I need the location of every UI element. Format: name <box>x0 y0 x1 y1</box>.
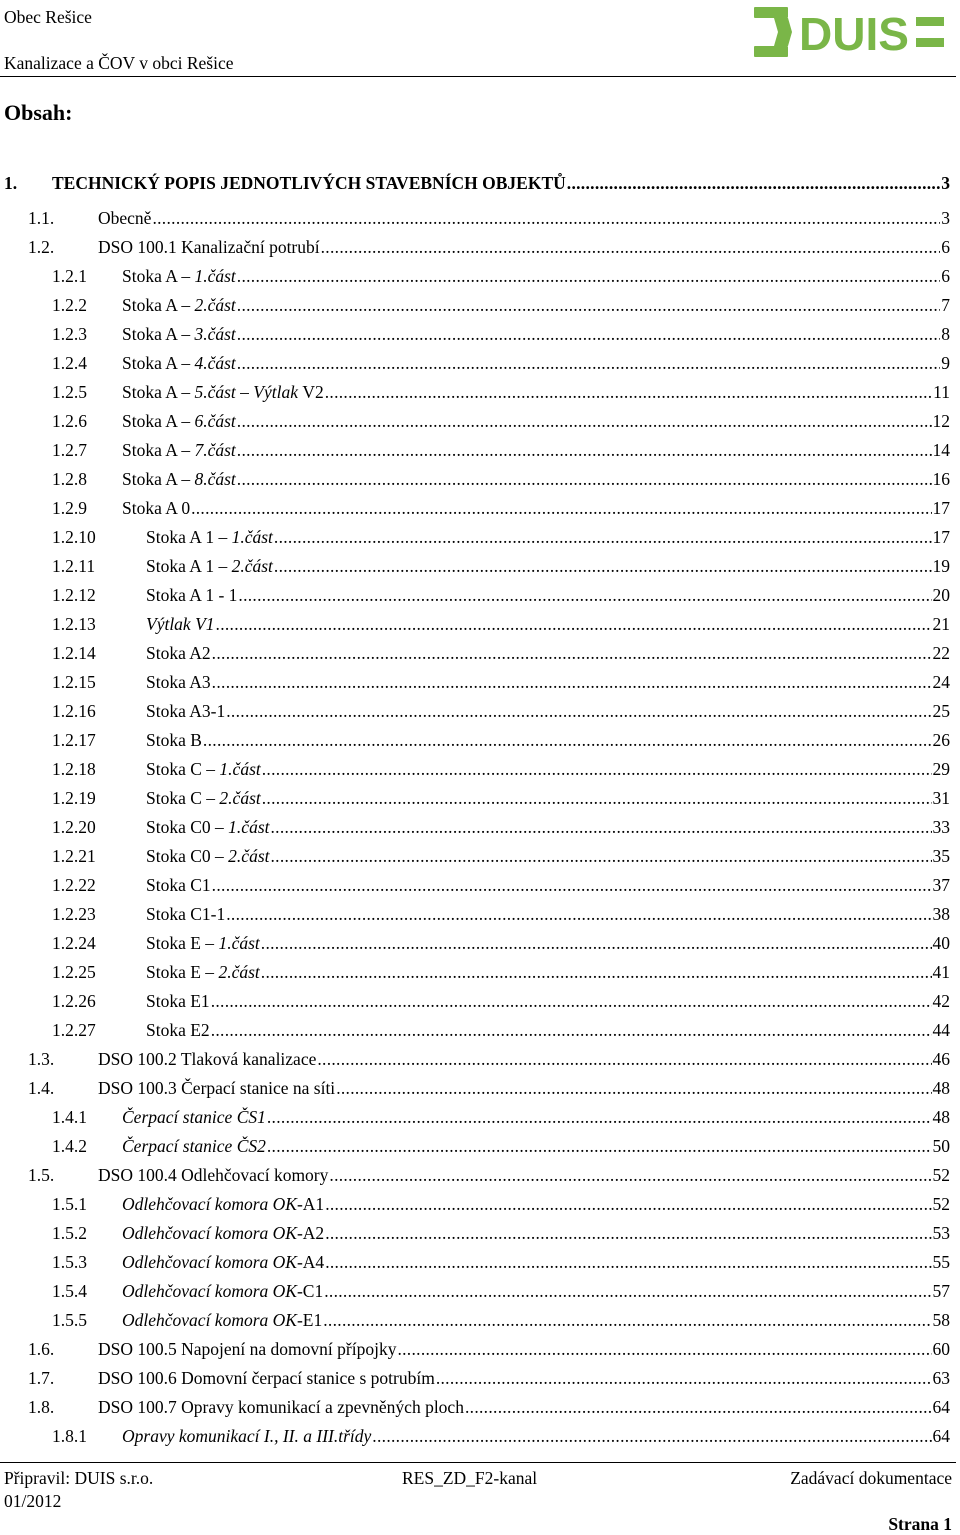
toc-entry[interactable] <box>0 169 960 198</box>
toc-entry-number: 1.6. <box>28 1339 55 1359</box>
toc-entry-page: 20 <box>932 585 950 605</box>
toc-entry[interactable] <box>0 900 960 929</box>
toc-entry-title: Odlehčovací komora OK-A2 <box>122 1223 325 1243</box>
toc-leader-dots <box>321 233 941 262</box>
toc-entry[interactable] <box>0 494 960 523</box>
toc-entry-title: Opravy komunikací I., II. a III.třídy <box>122 1426 372 1446</box>
toc-entry[interactable] <box>0 929 960 958</box>
toc-entry-title: Stoka E1 <box>146 991 210 1011</box>
toc-entry[interactable] <box>0 1161 960 1190</box>
toc-leader-dots <box>325 1248 931 1277</box>
toc-entry-number: 1.2.11 <box>52 556 96 576</box>
toc-entry[interactable] <box>0 1306 960 1335</box>
toc-entry-number: 1.2.26 <box>52 991 96 1011</box>
toc-entry-number: 1.2.12 <box>52 585 96 605</box>
toc-entry-number: 1.7. <box>28 1368 55 1388</box>
toc-entry-page: 50 <box>932 1136 950 1156</box>
toc-entry-number: 1.2.17 <box>52 730 96 750</box>
toc-entry-page: 11 <box>933 382 950 402</box>
toc-entry-number: 1.8.1 <box>52 1426 87 1446</box>
toc-entry-page: 14 <box>932 440 950 460</box>
toc-entry-page: 25 <box>932 701 950 721</box>
toc-entry-title: Čerpací stanice ČS1 <box>122 1107 266 1127</box>
toc-entry-number: 1.2.15 <box>52 672 96 692</box>
toc-entry-title: Stoka A – 5.část – Výtlak V2 <box>122 382 324 402</box>
toc-entry-page: 35 <box>932 846 950 866</box>
footer-divider <box>0 1462 956 1463</box>
toc-entry[interactable] <box>0 813 960 842</box>
toc-entry-number: 1.5.2 <box>52 1223 87 1243</box>
toc-entry-number: 1.2.6 <box>52 411 87 431</box>
toc-leader-dots <box>237 262 940 291</box>
toc-leader-dots <box>271 842 932 871</box>
toc-entry-title: Stoka A – 2.část <box>122 295 236 315</box>
toc-leader-dots <box>323 1306 931 1335</box>
toc-entry[interactable] <box>0 1074 960 1103</box>
toc-entry-number: 1.2.18 <box>52 759 96 779</box>
toc-entry-title: Stoka B <box>146 730 202 750</box>
toc-leader-dots <box>262 755 932 784</box>
toc-leader-dots <box>237 436 932 465</box>
logo-mark-icon <box>754 7 792 57</box>
toc-leader-dots <box>211 1016 932 1045</box>
toc-entry-number: 1.2.24 <box>52 933 96 953</box>
toc-entry-title: Stoka A – 8.část <box>122 469 236 489</box>
toc-entry[interactable] <box>0 958 960 987</box>
toc-entry-page: 64 <box>932 1426 950 1446</box>
toc-entry-number: 1.2.13 <box>52 614 96 634</box>
footer-page-number: Strana 1 <box>888 1514 952 1534</box>
toc-entry-number: 1.2.9 <box>52 498 87 518</box>
footer-doc-type: Zadávací dokumentace <box>790 1468 952 1488</box>
toc-entry-page: 26 <box>932 730 950 750</box>
toc-entry[interactable] <box>0 204 960 233</box>
toc-entry[interactable] <box>0 523 960 552</box>
toc-entry-title: DSO 100.6 Domovní čerpací stanice s potrubím <box>98 1368 435 1388</box>
toc-leader-dots <box>267 1103 932 1132</box>
toc-entry-title: DSO 100.7 Opravy komunikací a zpevněných ploch <box>98 1397 464 1417</box>
header-org: Obec Rešice <box>4 7 92 27</box>
toc-leader-dots <box>436 1364 932 1393</box>
toc-leader-dots <box>191 494 931 523</box>
toc-entry-page: 19 <box>932 556 950 576</box>
toc-entry-page: 40 <box>932 933 950 953</box>
toc-entry-page: 46 <box>932 1049 950 1069</box>
toc-entry-number: 1.2.16 <box>52 701 96 721</box>
toc-entry-title: Stoka C0 – 2.část <box>146 846 270 866</box>
toc-leader-dots <box>237 465 932 494</box>
toc-entry-title: Stoka A3-1 <box>146 701 226 721</box>
toc-leader-dots <box>397 1335 931 1364</box>
toc-leader-dots <box>324 1277 931 1306</box>
toc-entry[interactable] <box>0 233 960 262</box>
toc-entry-number: 1.2.21 <box>52 846 96 866</box>
toc-entry-title: Stoka C – 1.část <box>146 759 261 779</box>
toc-entry-title: Stoka C1 <box>146 875 211 895</box>
toc-entry-page: 48 <box>932 1107 950 1127</box>
toc-entry-page: 3 <box>941 173 950 193</box>
toc-entry-number: 1.4.1 <box>52 1107 87 1127</box>
toc-entry[interactable] <box>0 1393 960 1422</box>
toc-entry-title: Stoka A2 <box>146 643 211 663</box>
toc-entry-page: 48 <box>932 1078 950 1098</box>
table-of-contents <box>0 169 960 1451</box>
toc-entry-page: 31 <box>932 788 950 808</box>
toc-entry-title: Odlehčovací komora OK-A1 <box>122 1194 325 1214</box>
toc-entry-title: Odlehčovací komora OK-A4 <box>122 1252 325 1272</box>
toc-entry-page: 60 <box>932 1339 950 1359</box>
toc-entry-page: 12 <box>932 411 950 431</box>
toc-entry[interactable] <box>0 726 960 755</box>
footer-doc-code: RES_ZD_F2-kanal <box>402 1468 538 1488</box>
toc-entry-page: 53 <box>932 1223 950 1243</box>
logo-text: DUIS <box>799 8 909 60</box>
toc-entry[interactable] <box>0 1132 960 1161</box>
toc-entry[interactable] <box>0 1190 960 1219</box>
toc-leader-dots <box>465 1393 932 1422</box>
toc-entry-title: Stoka A – 4.část <box>122 353 236 373</box>
toc-leader-dots <box>212 639 932 668</box>
toc-leader-dots <box>152 204 940 233</box>
toc-entry-title: Stoka A 1 - 1 <box>146 585 238 605</box>
toc-entry[interactable] <box>0 262 960 291</box>
toc-entry-title: Stoka C – 2.část <box>146 788 261 808</box>
toc-entry-page: 3 <box>941 208 950 228</box>
toc-entry-number: 1.5.3 <box>52 1252 87 1272</box>
toc-leader-dots <box>262 784 932 813</box>
toc-entry-number: 1.2.1 <box>52 266 87 286</box>
toc-leader-dots <box>237 349 940 378</box>
toc-entry-page: 6 <box>941 237 950 257</box>
toc-entry-number: 1.5.4 <box>52 1281 87 1301</box>
footer-date: 01/2012 <box>4 1491 62 1511</box>
toc-leader-dots <box>237 407 932 436</box>
toc-entry[interactable] <box>0 1248 960 1277</box>
toc-leader-dots <box>212 668 932 697</box>
toc-leader-dots <box>317 1045 931 1074</box>
toc-entry[interactable] <box>0 871 960 900</box>
toc-leader-dots <box>372 1422 931 1451</box>
toc-entry-number: 1.5.1 <box>52 1194 87 1214</box>
header-project: Kanalizace a ČOV v obci Rešice <box>4 53 234 73</box>
toc-entry[interactable] <box>0 610 960 639</box>
toc-entry-number: 1.2.19 <box>52 788 96 808</box>
toc-entry-title: Stoka A – 3.část <box>122 324 236 344</box>
toc-entry-title: DSO 100.2 Tlaková kanalizace <box>98 1049 317 1069</box>
toc-entry[interactable] <box>0 349 960 378</box>
toc-entry-title: Stoka C0 – 1.část <box>146 817 270 837</box>
toc-entry[interactable] <box>0 668 960 697</box>
toc-entry-title: DSO 100.3 Čerpací stanice na síti <box>98 1078 336 1098</box>
toc-entry[interactable] <box>0 1219 960 1248</box>
toc-entry-page: 38 <box>932 904 950 924</box>
toc-entry-title: Čerpací stanice ČS2 <box>122 1136 266 1156</box>
toc-entry-title: Odlehčovací komora OK-C1 <box>122 1281 324 1301</box>
toc-heading: Obsah: <box>4 100 73 125</box>
toc-entry-title: DSO 100.5 Napojení na domovní přípojky <box>98 1339 397 1359</box>
toc-leader-dots <box>271 813 932 842</box>
toc-entry-title: Stoka A – 6.část <box>122 411 236 431</box>
toc-entry-number: 1.2.7 <box>52 440 87 460</box>
toc-leader-dots <box>336 1074 931 1103</box>
toc-entry-title: Stoka A3 <box>146 672 211 692</box>
toc-entry-number: 1.4. <box>28 1078 55 1098</box>
toc-leader-dots <box>211 987 932 1016</box>
toc-entry[interactable] <box>0 291 960 320</box>
toc-entry-number: 1.3. <box>28 1049 55 1069</box>
toc-entry-title: Výtlak V1 <box>146 614 215 634</box>
toc-leader-dots <box>325 378 932 407</box>
toc-entry-title: Stoka E2 <box>146 1020 210 1040</box>
toc-entry-number: 1.2.5 <box>52 382 87 402</box>
toc-leader-dots <box>325 1219 931 1248</box>
toc-entry-number: 1.2.14 <box>52 643 96 663</box>
toc-entry-page: 44 <box>932 1020 950 1040</box>
toc-entry-number: 1.2.20 <box>52 817 96 837</box>
toc-entry-title: Obecně <box>98 208 152 228</box>
toc-entry[interactable] <box>0 842 960 871</box>
toc-entry-page: 41 <box>932 962 950 982</box>
toc-entry-page: 33 <box>932 817 950 837</box>
toc-entry-number: 1.8. <box>28 1397 55 1417</box>
toc-entry[interactable] <box>0 697 960 726</box>
toc-entry-page: 9 <box>941 353 950 373</box>
toc-entry-title: Stoka A – 7.část <box>122 440 236 460</box>
toc-entry-number: 1.2.2 <box>52 295 87 315</box>
toc-leader-dots <box>261 958 932 987</box>
toc-entry[interactable] <box>0 639 960 668</box>
toc-entry-page: 57 <box>932 1281 950 1301</box>
toc-entry-number: 1.4.2 <box>52 1136 87 1156</box>
toc-entry-page: 42 <box>932 991 950 1011</box>
toc-entry[interactable] <box>0 1277 960 1306</box>
toc-entry[interactable] <box>0 436 960 465</box>
toc-entry[interactable] <box>0 407 960 436</box>
toc-leader-dots <box>237 291 940 320</box>
toc-entry-page: 7 <box>941 295 950 315</box>
toc-entry-page: 52 <box>932 1165 950 1185</box>
toc-entry-title: Stoka E – 1.část <box>146 933 260 953</box>
toc-entry-page: 29 <box>932 759 950 779</box>
toc-entry-title: Stoka C1-1 <box>146 904 226 924</box>
toc-entry-page: 64 <box>932 1397 950 1417</box>
toc-entry[interactable] <box>0 465 960 494</box>
toc-entry-page: 63 <box>932 1368 950 1388</box>
duis-logo <box>752 4 948 60</box>
toc-entry-page: 8 <box>941 324 950 344</box>
toc-leader-dots <box>267 1132 932 1161</box>
page-header <box>4 6 234 74</box>
toc-leader-dots <box>226 900 931 929</box>
toc-entry-page: 6 <box>941 266 950 286</box>
toc-leader-dots <box>325 1190 931 1219</box>
toc-leader-dots <box>274 552 932 581</box>
toc-entry-page: 37 <box>932 875 950 895</box>
toc-entry-title: Stoka A – 1.část <box>122 266 236 286</box>
toc-leader-dots <box>567 169 940 198</box>
toc-entry-number: 1.2.10 <box>52 527 96 547</box>
toc-entry-title: Stoka A 0 <box>122 498 191 518</box>
toc-entry-page: 17 <box>932 498 950 518</box>
toc-entry-title: Odlehčovací komora OK-E1 <box>122 1310 323 1330</box>
toc-entry-page: 17 <box>932 527 950 547</box>
toc-entry[interactable] <box>0 1422 960 1451</box>
toc-leader-dots <box>226 697 931 726</box>
toc-entry-number: 1.2.27 <box>52 1020 96 1040</box>
toc-entry-number: 1.2.8 <box>52 469 87 489</box>
toc-entry-number: 1.2.25 <box>52 962 96 982</box>
toc-entry-title: Stoka E – 2.část <box>146 962 260 982</box>
toc-leader-dots <box>212 871 932 900</box>
toc-entry-number: 1.1. <box>28 208 55 228</box>
toc-entry-page: 58 <box>932 1310 950 1330</box>
toc-entry-page: 55 <box>932 1252 950 1272</box>
logo-tail-icon <box>916 17 944 47</box>
toc-entry-page: 24 <box>932 672 950 692</box>
toc-entry[interactable] <box>0 378 960 407</box>
toc-entry[interactable] <box>0 1016 960 1045</box>
toc-leader-dots <box>238 581 931 610</box>
toc-leader-dots <box>329 1161 931 1190</box>
toc-leader-dots <box>203 726 932 755</box>
toc-entry[interactable] <box>0 1045 960 1074</box>
toc-entry-number: 1.2. <box>28 237 55 257</box>
toc-entry[interactable] <box>0 1335 960 1364</box>
toc-entry-number: 1.2.4 <box>52 353 87 373</box>
toc-leader-dots <box>237 320 940 349</box>
toc-leader-dots <box>274 523 932 552</box>
toc-entry-title: TECHNICKÝ POPIS JEDNOTLIVÝCH STAVEBNÍCH OBJEKTŮ <box>52 173 566 193</box>
toc-entry-title: Stoka A 1 – 1.část <box>146 527 273 547</box>
toc-entry[interactable] <box>0 755 960 784</box>
toc-entry-number: 1.5. <box>28 1165 55 1185</box>
toc-entry-number: 1. <box>4 173 18 193</box>
toc-entry-page: 22 <box>932 643 950 663</box>
toc-entry-number: 1.2.3 <box>52 324 87 344</box>
toc-entry-number: 1.5.5 <box>52 1310 87 1330</box>
footer-prepared-by: Připravil: DUIS s.r.o. <box>4 1468 154 1488</box>
toc-entry-page: 16 <box>932 469 950 489</box>
toc-entry[interactable] <box>0 552 960 581</box>
toc-leader-dots <box>216 610 932 639</box>
toc-entry-title: DSO 100.1 Kanalizační potrubí <box>98 237 320 257</box>
toc-entry[interactable] <box>0 784 960 813</box>
toc-entry[interactable] <box>0 1103 960 1132</box>
toc-entry-title: Stoka A 1 – 2.část <box>146 556 273 576</box>
toc-entry[interactable] <box>0 1364 960 1393</box>
toc-entry[interactable] <box>0 987 960 1016</box>
toc-entry[interactable] <box>0 320 960 349</box>
toc-entry[interactable] <box>0 581 960 610</box>
toc-entry-number: 1.2.22 <box>52 875 96 895</box>
toc-entry-title: DSO 100.4 Odlehčovací komory <box>98 1165 329 1185</box>
toc-leader-dots <box>261 929 932 958</box>
toc-entry-page: 52 <box>932 1194 950 1214</box>
header-divider <box>0 76 956 77</box>
toc-entry-number: 1.2.23 <box>52 904 96 924</box>
toc-entry-page: 21 <box>932 614 950 634</box>
